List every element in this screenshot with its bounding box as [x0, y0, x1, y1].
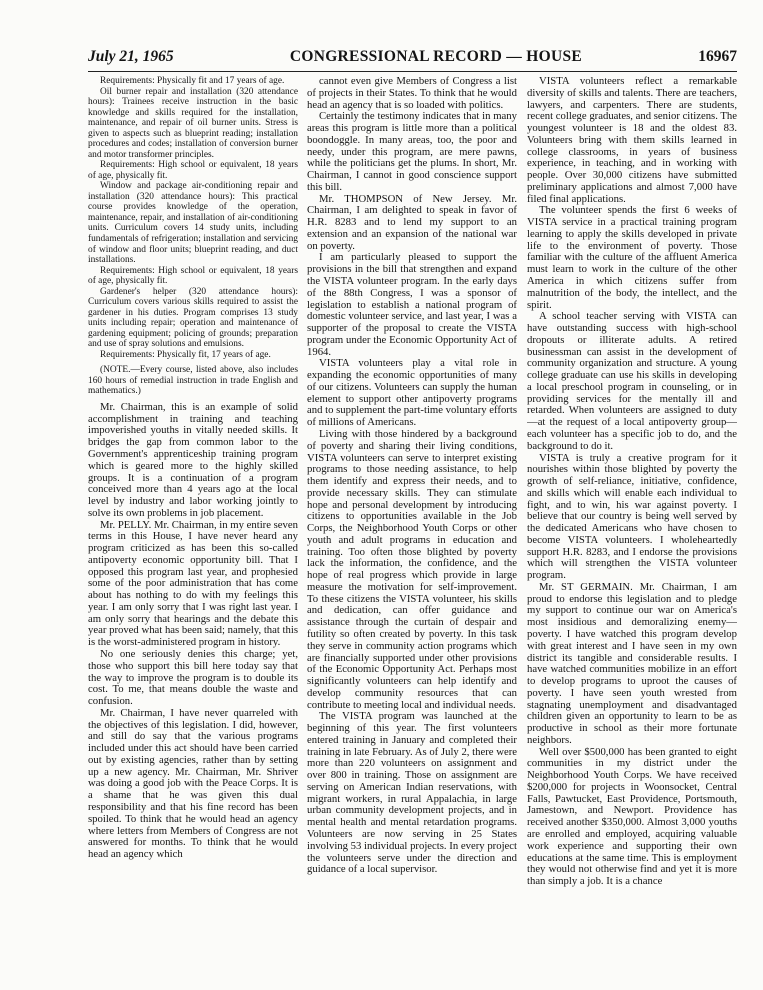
paragraph: The VISTA program was launched at the beginning of this year. The first volunteers entered training in January and completed their training in late February. As of July 2, there were more than 220 volunteers on assignment and over 800 in training. Those on assignment are serving on American Indian reservations, with migrant workers, in rural Appalachia, in large urban community development projects, and in mental health and mental retardation programs. Volunteers are now serving in 25 States involving 53 individual projects. In every project the volunteers serve under the direction and guidance of a local supervisor. — [307, 710, 517, 876]
page-header — [88, 48, 737, 70]
paragraph: Mr. PELLY. Mr. Chairman, in my entire seven terms in this House, I have never heard any program criticized as has been this so-called antipoverty economic opportunity bill. That I opposed this program last year, and prophesied some of the poor administration that has come about has nothing to do with my feelings this year. I am only sorry that I was right last year. I am only sorry that hearings and the debate this year proved what has been said; namely, that this is the worst-administered program in history. — [88, 518, 298, 649]
header-title: CONGRESSIONAL RECORD — HOUSE — [289, 48, 583, 65]
paragraph: The volunteer spends the first 6 weeks of VISTA service in a practical training program learning to apply the skills developed in private life to the environment of poverty. Those familiar with the culture of the affluent America must learn to work in the culture of the other America in which citizens suffer from malnutrition of the body, the intellect, and the spirit. — [527, 204, 737, 311]
column-3 — [527, 76, 737, 982]
paragraph: A school teacher serving with VISTA can have outstanding success with high-school dropouts or illiterate adults. A retired businessman can assist in the development of community organization and structure. A young college graduate can use his skills in developing a local preschool program in counseling, or in providing services for the mentally ill and retarded. When volunteers are assigned to duty—at the request of a local antipoverty group—each volunteer has a specific job to do, and the background to do it. — [527, 310, 737, 452]
paragraph: Window and package air-conditioning repair and installation (320 attendance hours): This practical course provides knowledge of the operation, maintenance, repair, and installation of air-conditioning units. Curriculum covers 14 study units, including fundamentals of refrigeration; installation and servicing of window and floor units; blueprint reading, and duct installations. — [88, 181, 298, 266]
paragraph: VISTA volunteers play a vital role in expanding the economic opportunities of many of our citizens. Volunteers can supply the human element to support other antipoverty programs and to supplement the part-time voluntary efforts of millions of Americans. — [307, 357, 517, 429]
paragraph: Mr. Chairman, I have never quarreled with the objectives of this legislation. I did, however, and still do say that the various programs included under this act should have been carried out by existing agencies, rather than by setting up a new agency. Mr. Chairman, Mr. Shriver was doing a good job with the Peace Corps. It is a shame that he was given this dual responsibility and that his fine record has been spoiled. To think that he would head an agency where letters from Members of Congress are not answered for months. To think that he would head an agency which — [88, 706, 298, 861]
paragraph: Mr. THOMPSON of New Jersey. Mr. Chairman, I am delighted to speak in favor of H.R. 8283 and to lend my support to an extension and an expansion of the national war on poverty. — [307, 192, 517, 252]
paragraph: Requirements: Physically fit and 17 years of age. — [100, 76, 285, 86]
paragraph: I am particularly pleased to support the provisions in the bill that strengthen and expand the VISTA volunteer program. In the early days of the 88th Congress, I was a sponsor of legislation to establish a national program of domestic volunteer service, and last year, I was a supporter of the proposal to create the VISTA program under the Economic Opportunity Act of 1964. — [307, 251, 517, 358]
paragraph: Well over $500,000 has been granted to eight communities in my district under the Neighborhood Youth Corps. We have received $200,000 for projects in Woonsocket, Central Falls, Pawtucket, East Providence, Portsmouth, Jamestown, and Newport. Providence has received another $350,000. Almost 3,000 youths are enrolled and employed, acquiring valuable work experience and supporting their own educations at the same time. This is employment they would not otherwise find and yet it is more than simply a job. It is a chance — [527, 745, 737, 888]
paragraph: Living with those hindered by a background of poverty and sharing their living conditions, VISTA volunteers can serve to interpret existing programs to those needing assistance, to help them identify and express their needs, and to provide necessary skills. They can stimulate hope and personal development by introducing citizens to opportunities available in the Job Corps, the Neighborhood Youth Corps or other youth and adult programs in education and training. Too often those blighted by poverty lack the information, the confidence, and the hope of real progress which provide in large measure the motivation for self-improvement. To these citizens the VISTA volunteer, his skills and dedication, can offer guidance and assistance through the curtain of despair and futility so often created by poverty. In this task they serve in community action programs which are financially supported under other provisions of the Economic Opportunity Act. Perhaps most significantly volunteers can help identify and develop community resources that can contribute to meeting local and individual needs. — [307, 427, 517, 711]
paragraph: Requirements: High school or equivalent, 18 years of age, physically fit. — [88, 160, 298, 181]
column-2 — [307, 76, 517, 982]
paragraph: VISTA volunteers reflect a remarkable diversity of skills and talents. There are teachers, lawyers, and carpenters. There are students, recent college graduates, and senior citizens. The youngest volunteer is 18 and the oldest 83. Volunteers bring with them skills learned in college classrooms, in years of business experience, in teaching, and in working with people. Over 30,000 citizens have submitted preliminary applications and almost 7,000 have filed final applications. — [527, 76, 737, 205]
paragraph: Certainly the testimony indicates that in many areas this program is little more than a political boondoggle. In many areas, too, the poor and needy, under this program, are mere pawns, while the politicians get the plums. In short, Mr. Chairman, I cannot in good conscience support this bill. — [307, 110, 517, 193]
paragraph: No one seriously denies this charge; yet, those who support this bill here today say that the way to improve the program is to double its cost. To me, that means double the waste and confusion. — [88, 648, 298, 708]
header-rule — [88, 71, 737, 72]
column-1 — [88, 76, 298, 982]
paragraph: VISTA is truly a creative program for it nourishes within those blighted by poverty the growth of self-reliance, initiative, confidence, and skills which will enable each individual to fight, and to win, his war against poverty. I believe that our country is being well served by the dedicated Americans who have chosen to become VISTA volunteers. I wholeheartedly support H.R. 8283, and I endorse the provisions which will strengthen the VISTA volunteer program. — [527, 451, 737, 582]
paragraph: Gardener's helper (320 attendance hours): Curriculum covers various skills required to assist the gardener in his duties. Program comprises 13 study units including repair; operation and maintenance of gardening equipment; policing of grounds; preparation and use of spray solutions and emulsions. — [88, 286, 298, 350]
paragraph: (NOTE.—Every course, listed above, also includes 160 hours of remedial instruction in trade English and mathematics.) — [88, 365, 298, 397]
paragraph: Oil burner repair and installation (320 attendance hours): Trainees receive instruction in the basic knowledge and skills required for the installation, maintenance, and repair of oil burner units. Stress is given to aspects such as blueprint reading; installation procedures and codes; installation of conversion burner and motor transformer principles. — [88, 86, 298, 160]
paragraph: Requirements: High school or equivalent, 18 years of age, physically fit. — [88, 265, 298, 287]
header-date: July 21, 1965 — [88, 48, 174, 65]
paragraph: Mr. ST GERMAIN. Mr. Chairman, I am proud to endorse this legislation and to pledge my support to continue our war on America's most insidious and demoralizing enemy—poverty. I have watched this program develop with great interest and I have seen in my own district its tangible and considerable results. I have watched communities mobilize in an effort to develop programs to uproot the causes of poverty. I have seen youth wrested from stagnating unemployment and disadvantaged children given an opportunity to learn to be as productive in school as their more fortunate neighbors. — [527, 580, 737, 746]
page-number: 16967 — [698, 48, 737, 65]
paragraph: Mr. Chairman, this is an example of solid accomplishment in training and teaching impoverished youths in vitally needed skills. It bridges the gap from common labor to the Government's apprenticeship training program which is geared more to the highly skilled groups. It is a continuation of a program conceived more than 4 years ago at the local level by industry and labor working jointly to solve its own problems in job placement. — [88, 400, 298, 519]
paragraph: Requirements: Physically fit, 17 years of age. — [100, 349, 271, 360]
paragraph: cannot even give Members of Congress a list of projects in their States. To think that he would head an agency that is so loaded with politics. — [307, 76, 517, 111]
